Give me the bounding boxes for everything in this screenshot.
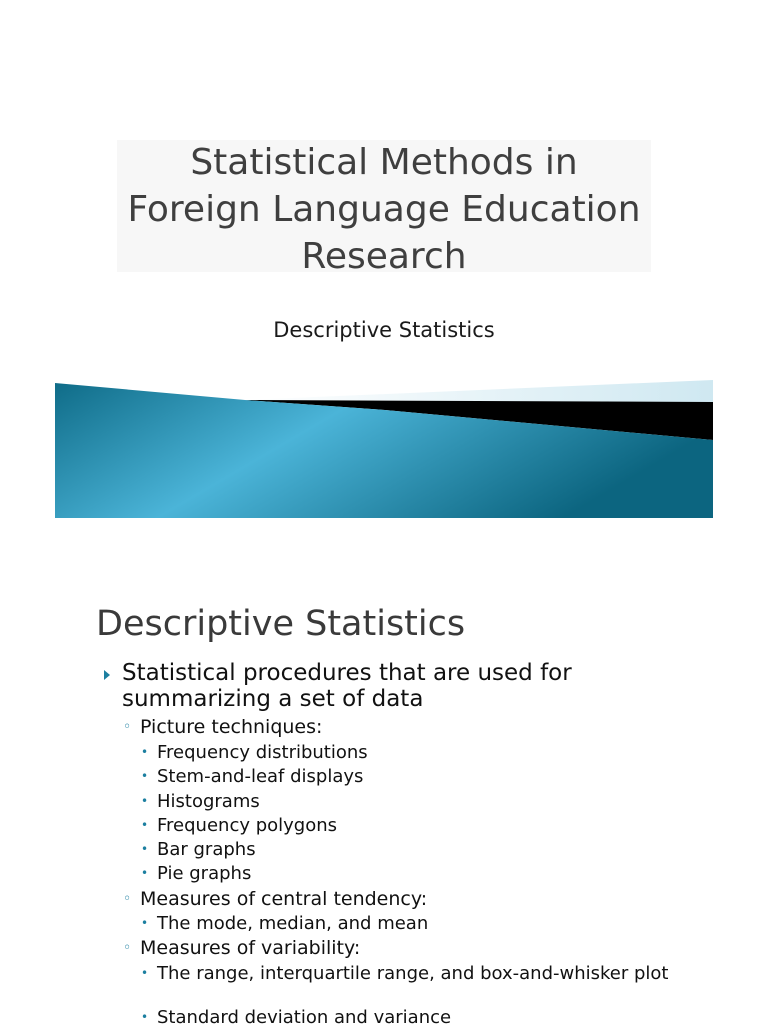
sub-bullet-label: Measures of central tendency: xyxy=(140,888,428,910)
sub-bullet-label: Measures of variability: xyxy=(140,937,361,959)
sub-bullet-label: Picture techniques: xyxy=(140,716,323,738)
main-bullet-text: Statistical procedures that are used for summarizing a set of data xyxy=(122,660,572,712)
dot-bullet-icon: • xyxy=(141,1010,149,1024)
content-slide xyxy=(0,580,768,1024)
dot-bullet-icon: • xyxy=(141,966,149,980)
list-item-text: Pie graphs xyxy=(157,863,252,884)
dot-bullet-icon: • xyxy=(141,916,149,930)
decorative-banner xyxy=(55,380,713,520)
list-item-text: Stem-and-leaf displays xyxy=(157,766,364,787)
slide-subtitle: Descriptive Statistics xyxy=(273,318,495,342)
dot-bullet-icon: • xyxy=(141,818,149,832)
list-item-text: The mode, median, and mean xyxy=(157,913,429,934)
content-heading: Descriptive Statistics xyxy=(96,604,466,644)
circle-bullet-icon: ◦ xyxy=(123,940,132,956)
circle-bullet-icon: ◦ xyxy=(123,719,132,735)
list-item-text: The range, interquartile range, and box-and-whisker plot xyxy=(157,963,669,984)
dot-bullet-icon: • xyxy=(141,866,149,880)
list-item-text: Standard deviation and variance xyxy=(157,1007,452,1024)
banner-light-stripe xyxy=(245,380,713,402)
dot-bullet-icon: • xyxy=(141,842,149,856)
dot-bullet-icon: • xyxy=(141,769,149,783)
list-item-text: Bar graphs xyxy=(157,839,256,860)
dot-bullet-icon: • xyxy=(141,745,149,759)
slide-title: Statistical Methods in Foreign Language Education Research xyxy=(127,142,641,277)
list-item-text: Histograms xyxy=(157,791,260,812)
triangle-bullet-icon xyxy=(104,670,110,680)
list-item-text: Frequency polygons xyxy=(157,815,338,836)
list-item-text: Frequency distributions xyxy=(157,742,368,763)
circle-bullet-icon: ◦ xyxy=(123,891,132,907)
dot-bullet-icon: • xyxy=(141,794,149,808)
